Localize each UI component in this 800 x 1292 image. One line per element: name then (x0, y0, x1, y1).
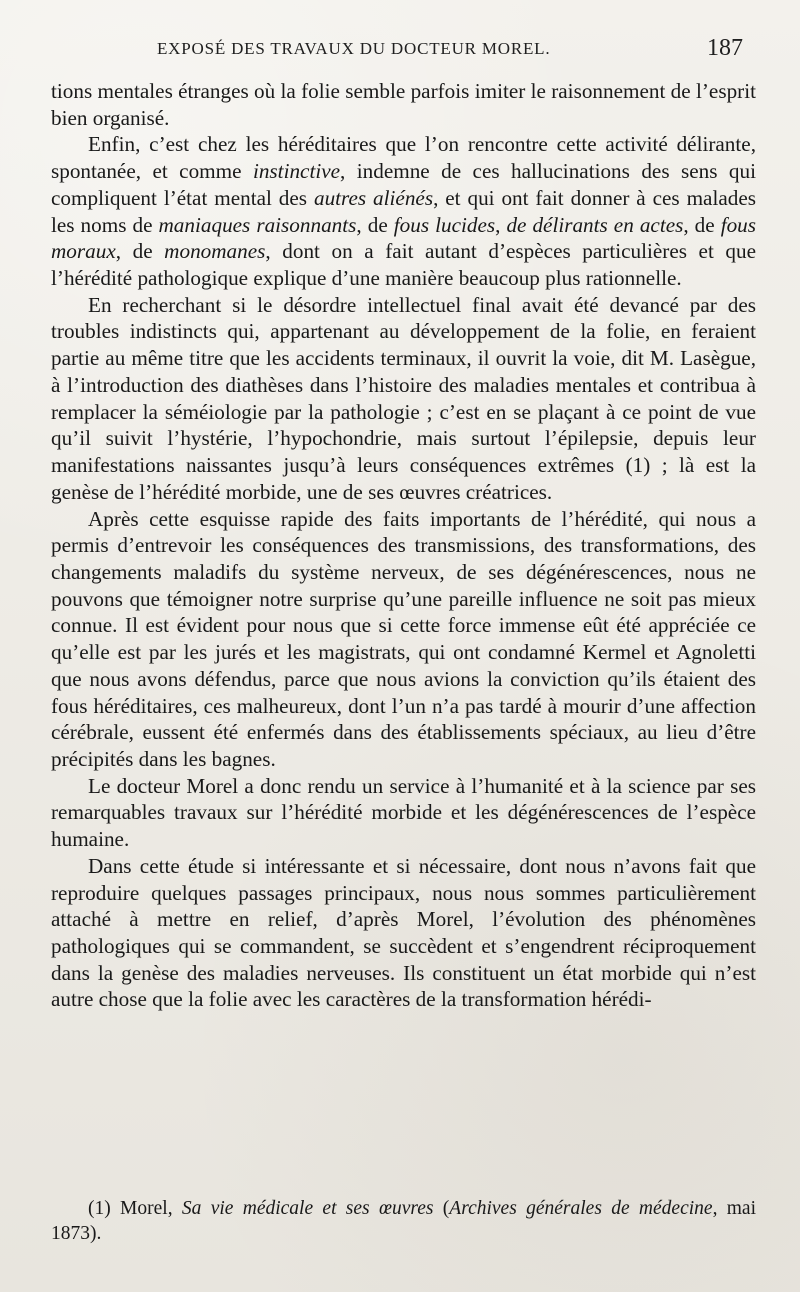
paragraph-text-segment: , et qui ont fait donner à ces malades les noms de (51, 185, 756, 237)
italic-term: instinctive (252, 159, 341, 184)
footnote (51, 1196, 756, 1246)
footnote-text-segment: ( (433, 1198, 450, 1219)
footnote-italic-journal: Archives générales de médecine (449, 1198, 713, 1219)
running-header-title: EXPOSÉ DES TRAVAUX DU DOCTEUR MOREL. (157, 39, 551, 58)
page-number: 187 (707, 35, 743, 61)
footnote-italic-title: Sa vie médicale et ses œuvres (181, 1198, 434, 1219)
paragraph-text-segment: Enfin, c’est chez les héréditaires que l’on rencontre cette activité délirante, spontanée, et comme (51, 132, 756, 184)
italic-term: autres aliénés (313, 185, 434, 210)
italic-term: fous moraux (51, 212, 757, 264)
paragraph-text-segment: Après cette esquisse rapide des faits importants de l’hérédité, qui nous a permis d’entrevoir les conséquences des transmissions, des transformations, des changements maladifs du système nerveux, de ses dégénérescences, nous ne pouvons que témoigner notre surprise qu’une pareille influence ne soit pas mieux connue. Il est évident pour nous que si cette force immense eût été appréciée ce qu’elle est par les jurés et les magistrats, qui ont condamné Kermel et Agnoletti que nous avons défendus, parce que nous avions la conviction qu’ils étaient des fous héréditaires, ces malheureux, dont l’un n’a pas tardé à mourir d’une affection cérébrale, eussent été enfermés dans des établissements spéciaux, au lieu d’être précipités dans les bagnes. (51, 506, 756, 771)
paragraph-continued-from-previous-page (51, 78, 756, 131)
italic-term: fous lucides (393, 212, 496, 237)
footnote-text-segment: (1) Morel, (88, 1198, 182, 1219)
paragraph-study-summary (51, 853, 756, 1013)
paragraph-text-segment: Dans cette étude si intéressante et si nécessaire, dont nous n’avons fait que reproduire quelques passages principaux, nous nous sommes particulièrement attaché à mettre en relief, d’après Morel, l’évolution des phénomènes pathologiques qui se commandent, se succèdent et s’engendrent réciproquement dans la genèse des maladies nerveuses. Ils constituent un état morbide qui n’est autre chose que la folie avec les caractères de la transformation hérédi- (51, 853, 756, 1012)
paragraph-text-segment: Le docteur Morel a donc rendu un service à l’humanité et à la science par ses remarquables travaux sur l’hérédité morbide et les dégénérescences de l’espèce humaine. (51, 773, 756, 852)
italic-term: monomanes (164, 239, 266, 264)
paragraph-morel-service (51, 773, 756, 853)
footnote-text-segment: , mai 1873). (51, 1198, 756, 1244)
paragraph-text-segment: , de (356, 212, 394, 237)
main-text-block (51, 78, 756, 1013)
paragraph-text-segment: , de (115, 239, 165, 264)
paragraph-diatheses (51, 292, 756, 506)
running-header (157, 35, 743, 69)
paragraph-text-segment: , (495, 212, 507, 237)
paragraph-text-segment: , de (683, 212, 721, 237)
italic-term: maniaques raisonnants (158, 212, 357, 237)
paragraph-text-segment: , indemne de ces hallucinations des sens qui compliquent l’état mental des (51, 159, 756, 210)
paragraph-text-segment: En recherchant si le désordre intellectuel final avait été devancé par des troubles indistincts qui, appartenant au développement de la folie, en feraient partie au même titre que les accidents terminaux, il ouvrit la voie, dit M. Lasègue, à l’introduction des diathèses dans l’histoire des maladies mentales et contribua à remplacer la séméiologie par la pathologie ; c’est en se plaçant à ce point de vue qu’il suivit l’hystérie, l’hypochondrie, mais surtout l’épilepsie, depuis leur manifestations naissantes jusqu’à leurs conséquences extrêmes (1) ; là est la genèse de l’hérédité morbide, une de ses œuvres créatrices. (51, 292, 756, 504)
paragraph-hereditary-delirium (51, 131, 756, 291)
italic-term: de délirants en actes (506, 212, 684, 237)
paragraph-text-segment: , dont on a fait autant d’espèces particulières et que l’hérédité pathologique explique d’une manière beaucoup plus rationnelle. (51, 239, 757, 291)
paragraph-text-segment: tions mentales étranges où la folie semble parfois imiter le raisonnement de l’esprit bien organisé. (51, 79, 756, 130)
paragraph-hereditary-influence (51, 506, 756, 773)
